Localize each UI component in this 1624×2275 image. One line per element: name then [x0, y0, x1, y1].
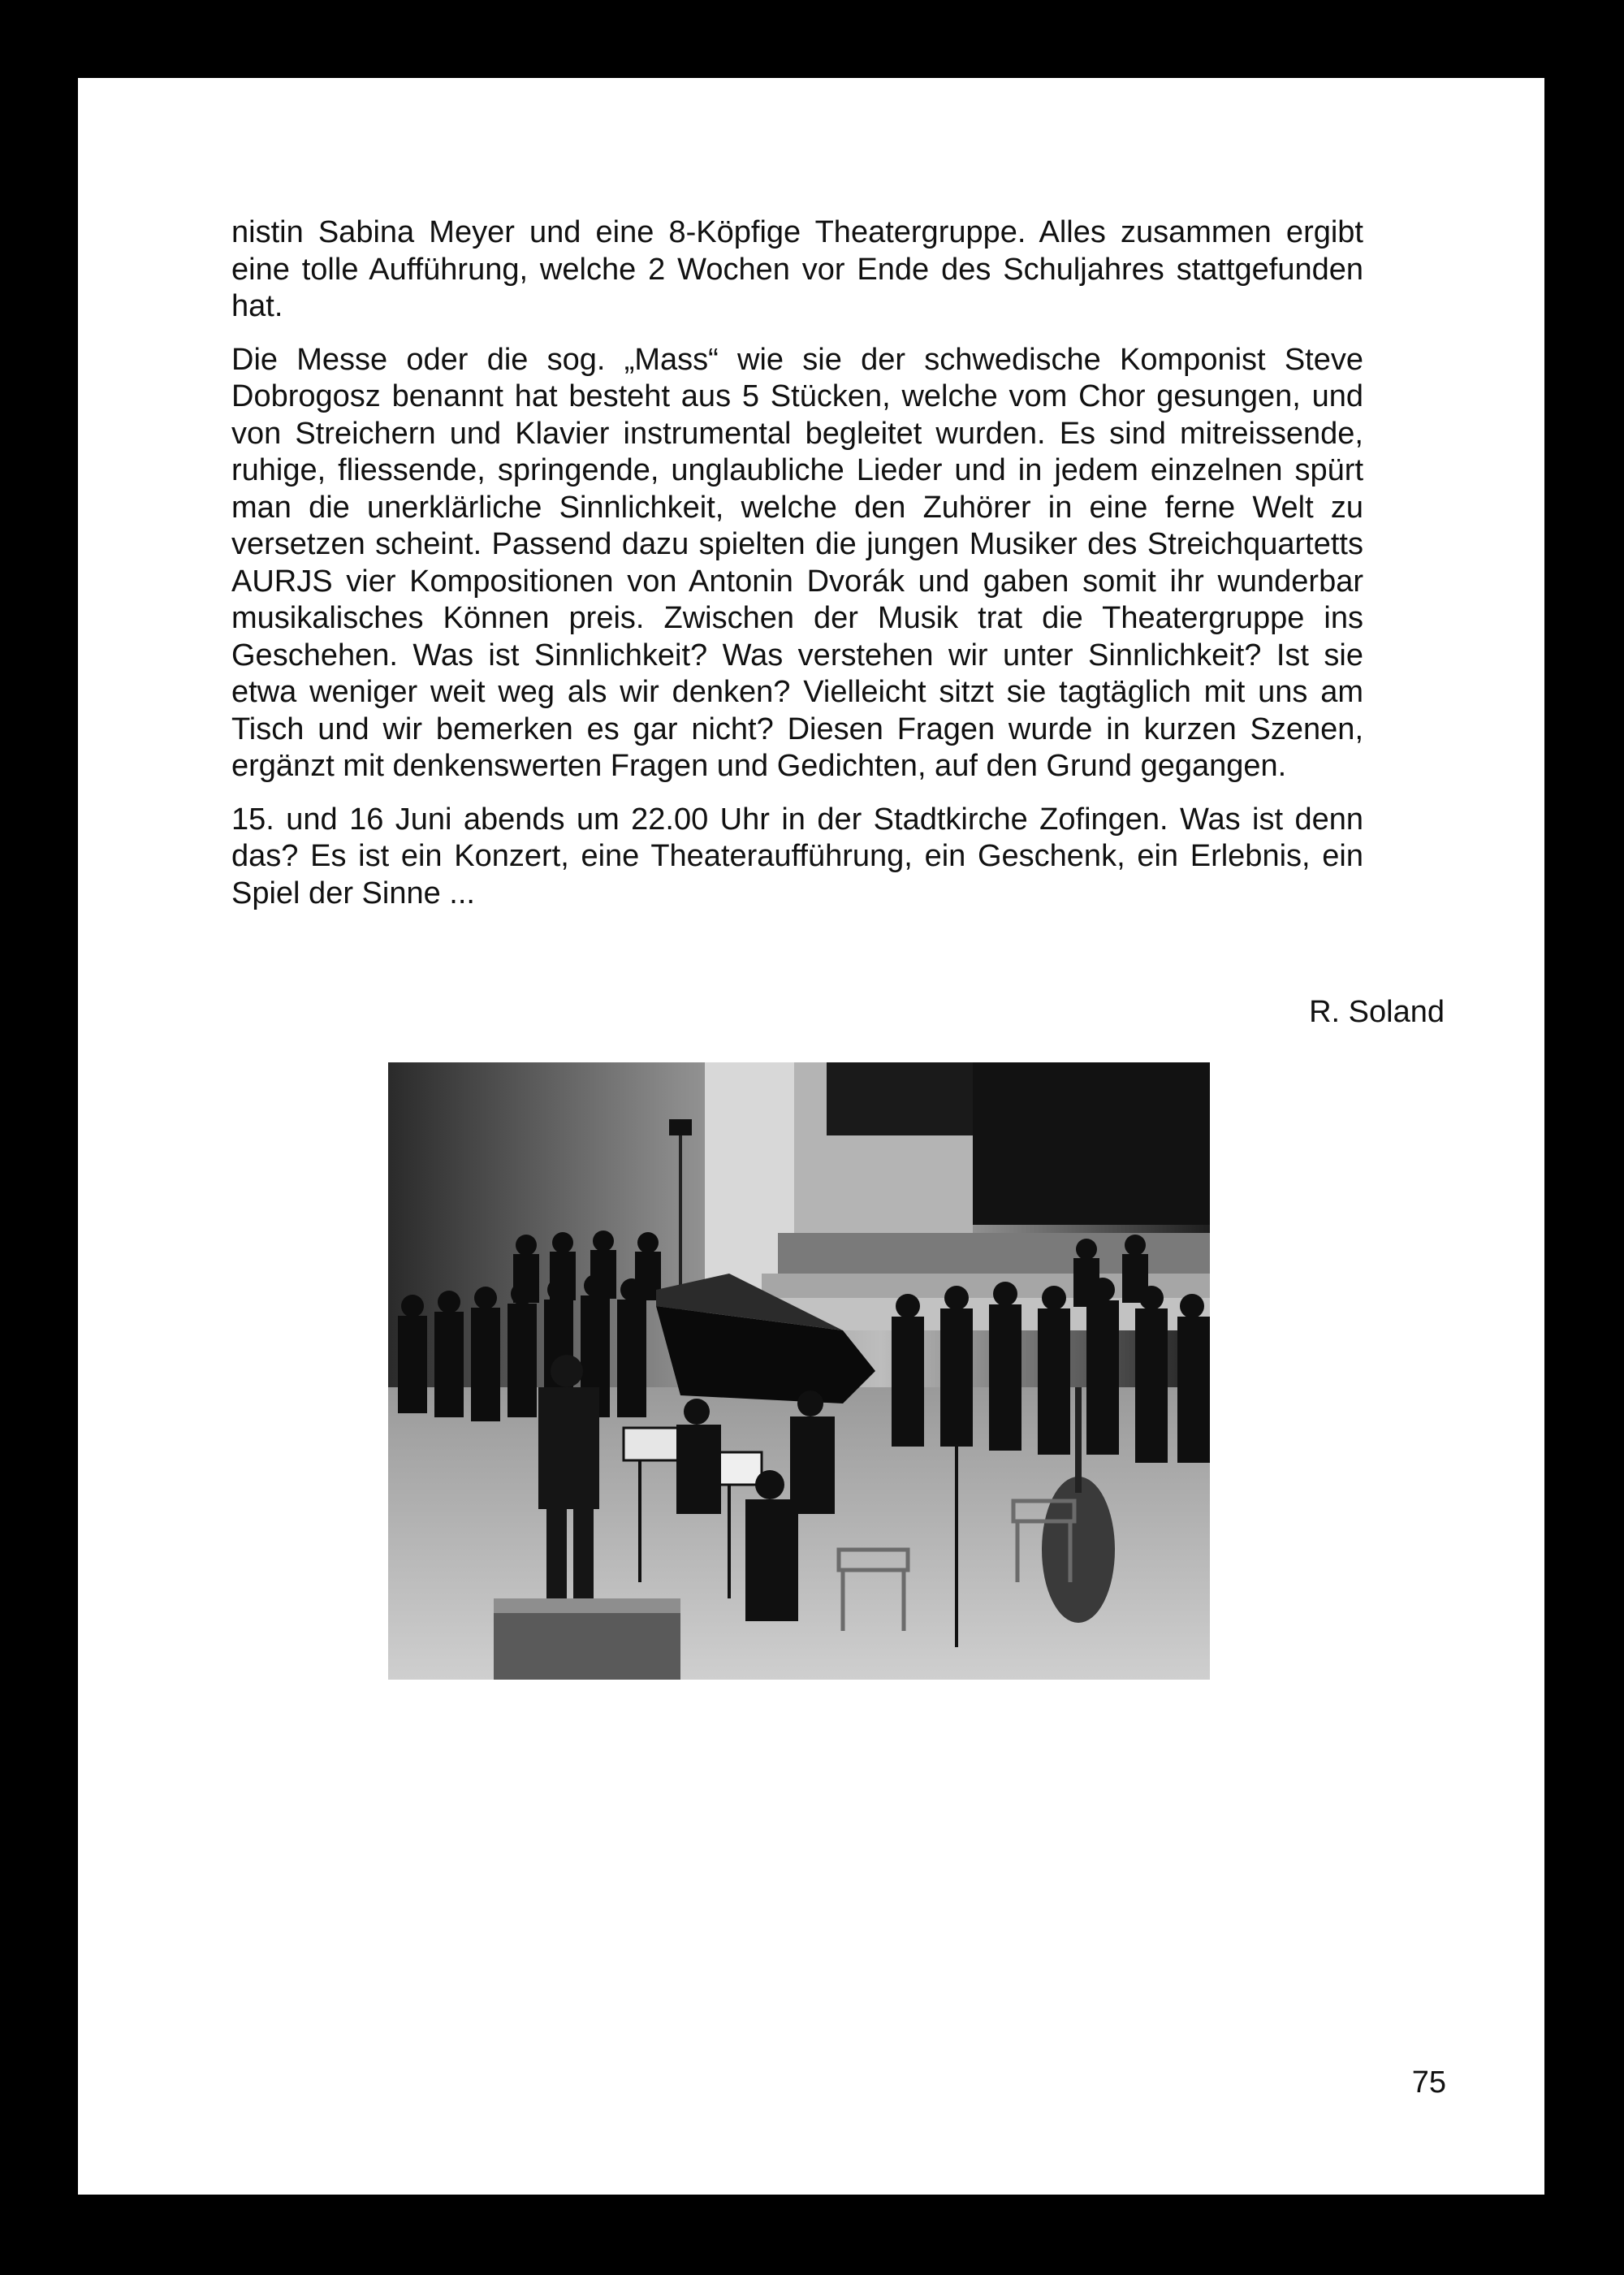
page-number: 75: [1411, 2065, 1446, 2100]
author-signature: R. Soland: [1309, 995, 1445, 1029]
concert-photo: [388, 1062, 1210, 1680]
paragraph-event-info: 15. und 16 Juni abends um 22.00 Uhr in der Stadtkirche Zofingen. Was ist denn das? Es ist ein Konzert, eine Theateraufführung, ein Geschenk, ein Erlebnis, ein Spiel der Sinne ...: [231, 802, 1363, 910]
article-body: [231, 214, 1363, 928]
paragraph-mass-description: Die Messe oder die sog. „Mass“ wie sie der schwedische Komponist Steve Dobrogosz benannt hat besteht aus 5 Stücken, welche vom Chor gesungen, und von Streichern und Klavier instrumental begleitet wurden. Es sind mitreissende, ruhige, fliessende, springende, unglaubliche Lieder und in jedem einzelnen spürt man die unerklärliche Sinnlichkeit, welche den Zuhörer in eine ferne Welt zu versetzen scheint. Passend dazu spielten die jungen Musiker des Streichquartetts AURJS vier Kompositionen von Antonin Dvorák und gaben somit ihr wunderbar musikalisches Können preis. Zwischen der Musik trat die Theatergruppe ins Geschehen. Was ist Sinnlichkeit? Was verstehen wir unter Sinnlichkeit? Ist sie etwa weniger weit weg als wir denken? Vielleicht sitzt sie tagtäglich mit uns am Tisch und wir bemerken es gar nicht? Diesen Fragen wurde in kurzen Szenen, ergänzt mit denkenswerten Fragen und Gedichten, auf den Grund gegangen.: [231, 342, 1363, 783]
document-page: [78, 78, 1544, 2195]
paragraph-intro: nistin Sabina Meyer und eine 8-Köpfige Theatergruppe. Alles zusammen ergibt eine tolle Aufführung, welche 2 Wochen vor Ende des Schuljahres stattgefunden hat.: [231, 215, 1363, 323]
